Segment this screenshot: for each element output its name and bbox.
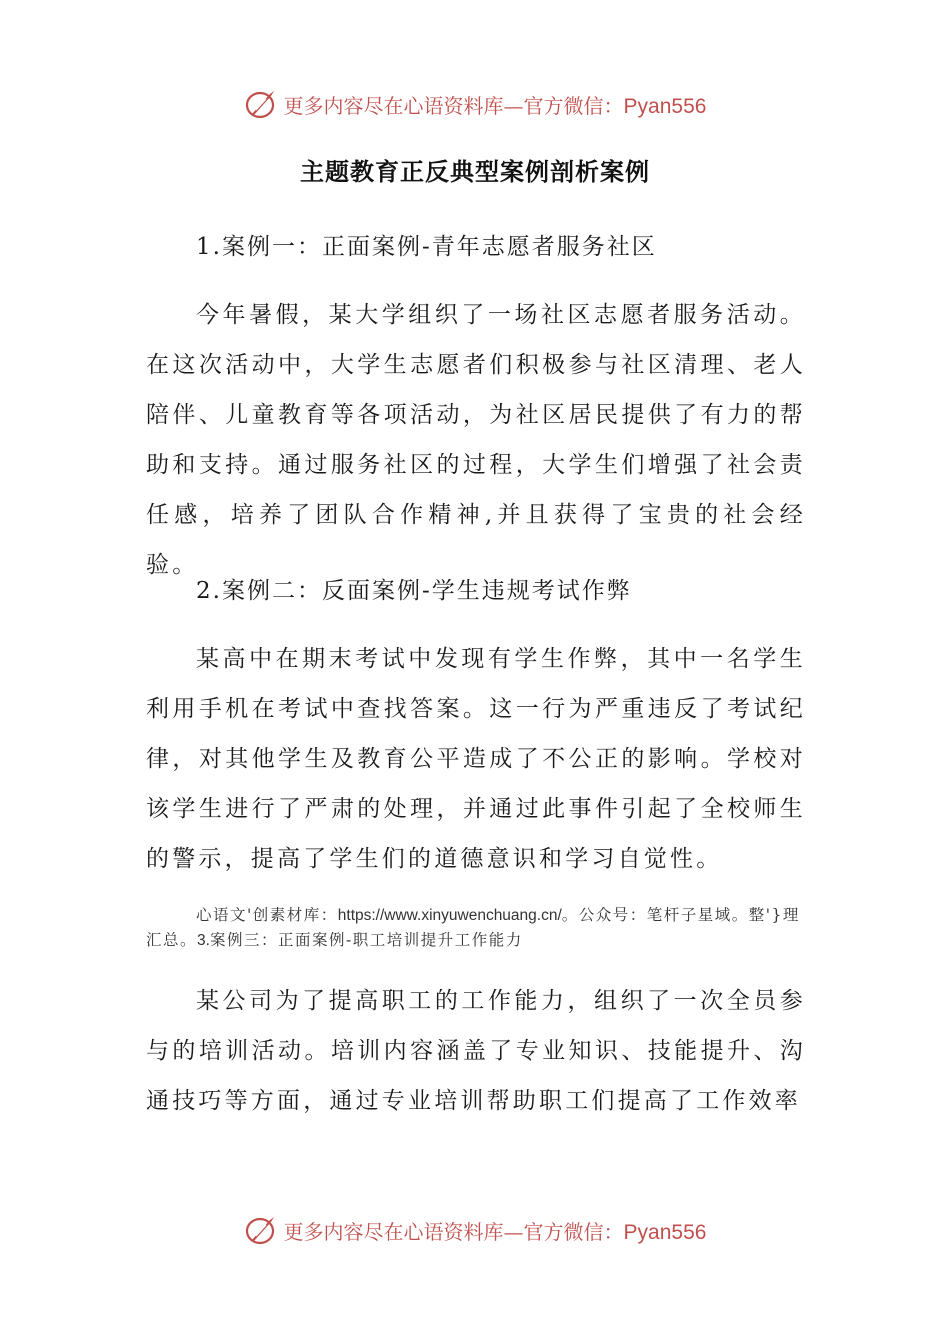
section-heading-1: 1.案例一：正面案例-青年志愿者服务社区	[196, 234, 657, 260]
banner-text	[284, 90, 707, 119]
section-body-2: 某高中在期末考试中发现有学生作弊，其中一名学生利用手机在考试中查找答案。这一行为严重违反了考试纪律，对其他学生及教育公平造成了不公正的影响。学校对该学生进行了严肃的处理，并通过此事件引起了全校师生的警示，提高了学生们的道德意识和学习自觉性。	[146, 646, 806, 872]
section-heading-3: 案例三：正面案例-职工培训提升工作能力	[209, 931, 523, 949]
document-title: 主题教育正反典型案例剖析案例	[300, 157, 650, 186]
header-banner	[0, 84, 950, 124]
banner-wechat-id: Pyan556	[623, 1220, 707, 1244]
source-notice	[146, 903, 808, 953]
banner-slogan: 更多内容尽在心语资料库—官方微信：	[283, 93, 624, 118]
section-heading-2: 2.案例二：反面案例-学生违规考试作弊	[196, 578, 632, 604]
section-body-3: 某公司为了提高职工的工作能力，组织了一次全员参与的培训活动。培训内容涵盖了专业知识、技能提升、沟通技巧等方面，通过专业培训帮助职工们提高了工作效率	[146, 988, 806, 1114]
quill-pen-logo-icon	[244, 86, 280, 122]
banner-wechat-id: Pyan556	[623, 94, 707, 118]
banner-text	[284, 1216, 707, 1245]
section-number-3: 3.	[197, 932, 210, 949]
banner-slogan: 更多内容尽在心语资料库—官方微信：	[283, 1219, 624, 1244]
quill-pen-logo-icon	[244, 1212, 280, 1248]
notice-url: https://www.xinyuwenchuang.cn/	[337, 907, 562, 924]
section-body-1: 今年暑假，某大学组织了一场社区志愿者服务活动。在这次活动中，大学生志愿者们积极参与社区清理、老人陪伴、儿童教育等各项活动，为社区居民提供了有力的帮助和支持。通过服务社区的过程，大学生们增强了社会责任感，培养了团队合作精神,并且获得了宝贵的社会经验。	[146, 302, 806, 578]
footer-banner	[0, 1210, 950, 1250]
notice-prefix: 心语文'创素材库：	[196, 906, 338, 924]
notice-wechat-account: 。公众号：笔杆子星域。整'}理汇总。	[146, 906, 800, 949]
